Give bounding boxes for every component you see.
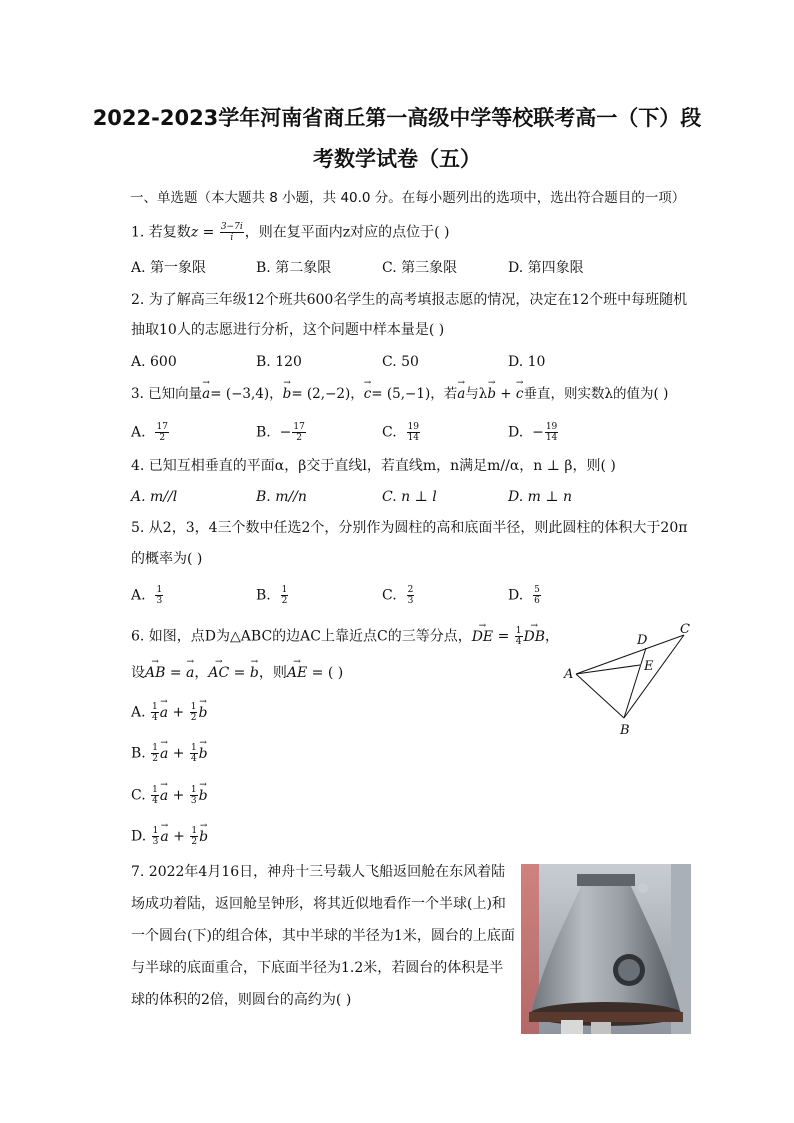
q6-c-label: C. [131,787,146,804]
segment-ae [576,665,640,674]
q6-eq: = [493,628,514,645]
q3-b-den: 2 [296,433,302,443]
q6-a-d1: 4 [152,713,158,723]
q2-option-b[interactable]: B. 120 [256,354,302,370]
q1-frac-den: i [230,233,234,243]
section-header: 一、单选题（本大题共 8 小题，共 40.0 分。在每小题列出的选项中，选出符合题目的一项） [130,190,686,206]
q6-eq-b: = [229,665,250,681]
q6-d-frac1 [152,826,160,847]
q6-b-n1: 1 [152,743,158,753]
segment-ac [576,635,684,674]
q6-vec-a: → a [186,663,194,683]
q2-option-c[interactable]: C. 50 [382,354,419,370]
label-a: A [564,667,574,682]
q3-plus: + [496,386,516,402]
q6-vec-b: → b [250,663,259,683]
q4-option-a[interactable]: A. m//l [131,489,178,505]
q3-option-c[interactable] [382,422,421,443]
q5-d-den: 6 [534,596,540,606]
exam-title-line1: 2022-2023学年河南省商丘第一高级中学等校联考高一（下）段 [92,106,702,130]
q5-c-den: 3 [407,596,414,606]
q6-vec-ac: → AC [208,663,229,683]
q6-b-plus: + [168,745,189,762]
q5-c-frac [407,585,415,606]
question-4: 4. 已知互相垂直的平面α，β交于直线l，若直线m，n满足m//α，n ⊥ β，则( ) [131,458,616,474]
q6-a-label: A. [131,704,146,721]
q6-d-plus: + [168,828,190,845]
q3-d-frac [545,422,558,443]
q5-a-num: 1 [156,585,163,595]
q3-mid: 与λ [465,386,488,402]
q1-z: z = [190,224,215,241]
label-d: D [637,633,648,648]
question-5-line1: 5. 从2，3，4三个数中任选2个，分别作为圆柱的高和底面半径，则此圆柱的体积大于20π [131,520,688,536]
question-6-line2 [131,663,343,683]
question-2-line2: 抽取10人的志愿进行分析，这个问题中样本量是( ) [131,322,445,338]
q3-d-num: 19 [545,422,558,432]
q3-a-den: 2 [159,433,166,443]
question-2-line1: 2. 为了解高三年级12个班共600名学生的高考填报志愿的情况，决定在12个班中每班随机 [131,292,688,308]
q6-frac-num: 1 [515,626,522,636]
q6-b-n2: 1 [190,743,197,753]
q4-option-c[interactable]: C. n ⊥ l [382,489,437,505]
question-7-line3: 一个圆台(下)的组合体，其中半球的半径为1米，圆台的上底面 [131,928,515,944]
q3-c-num: 19 [407,422,420,432]
q6-c-plus: + [168,787,189,804]
q3-b-frac [292,422,305,443]
q3-vec-b: → b [283,384,292,404]
q6-option-b[interactable] [131,743,208,764]
q6-d-label: D. [131,828,147,845]
q6-a-vec-b: → b [198,703,207,723]
q3-b-label: B. [256,424,271,441]
q6-a-frac2 [190,702,198,723]
q1-fraction [220,222,244,243]
q3-option-a[interactable] [131,422,170,443]
q2-option-a[interactable]: A. 600 [131,354,177,370]
q3-vec-c-2: → c [516,384,524,404]
q6-d-n1: 1 [152,826,159,836]
q6-comma: ， [194,665,209,681]
q6-line2-pre: 设 [131,665,145,681]
q6-a-n2: 1 [190,702,197,712]
q3-option-b[interactable] [256,422,307,443]
q5-d-label: D. [508,587,524,604]
segment-ab [576,674,624,718]
q6-a-vec-a: → a [160,703,168,723]
q6-c-frac1 [151,785,159,806]
q6-c-vec-b: → b [199,786,208,806]
q6-d-n2: 1 [191,826,198,836]
q6-a-frac1 [151,702,159,723]
q5-b-label: B. [256,587,271,604]
q5-a-label: A. [131,587,146,604]
q6-b-label: B. [131,745,146,762]
q1-option-d[interactable]: D. 第四象限 [508,260,584,276]
q3-vec-b-2: → b [487,384,496,404]
question-3 [131,384,668,404]
q5-b-num: 1 [281,585,288,595]
q3-b-sign: − [279,424,292,441]
q3-a-label: A. [131,424,146,441]
q4-option-b[interactable]: B. m//n [256,489,307,505]
q3-c-label: C. [382,424,397,441]
q6-c-n1: 1 [152,785,158,795]
label-e: E [644,659,654,674]
q6-d-frac2 [190,826,198,847]
segment-bd [624,648,646,718]
q3-pre: 3. 已知向量 [131,386,203,402]
q3-d-sign: − [532,424,544,441]
q3-a-value: = (−3,4)， [210,386,283,402]
question-7-line5: 球的体积的2倍，则圆台的高约为( ) [131,992,352,1008]
q4-option-d[interactable]: D. m ⊥ n [508,489,572,505]
q6-d-vec-a: → a [160,827,168,847]
q6-eq-a: = [165,665,187,681]
q6-b-frac1 [151,743,159,764]
q1-post: ，则在复平面内z对应的点位于( ) [244,224,450,241]
q6-b-vec-a: → a [160,744,168,764]
question-5-line2: 的概率为( ) [131,551,203,567]
q5-b-frac [281,585,289,606]
q3-d-den: 14 [545,433,558,443]
q6-a-n1: 1 [152,702,158,712]
q6-option-c[interactable] [131,785,208,806]
q5-c-num: 2 [407,585,414,595]
q5-d-num: 5 [534,585,540,595]
q6-line2-post: = ( ) [307,665,344,681]
segment-bc [624,635,684,718]
q6-vec-ab: → AB [145,663,165,683]
q6-vec-de: → DE [472,627,493,647]
q6-b-vec-b: → b [199,744,208,764]
q1-option-a[interactable]: A. 第一象限 [131,260,207,276]
q6-vec-ae: → AE [287,663,307,683]
q3-d-label: D. [508,424,524,441]
q3-post: 垂直，则实数λ的值为( ) [523,386,669,402]
q6-a-plus: + [168,704,189,721]
q2-option-d[interactable]: D. 10 [508,354,546,370]
q3-c-den: 14 [407,433,420,443]
q1-option-c[interactable]: C. 第三象限 [382,260,458,276]
q3-a-frac [155,422,168,443]
q3-vec-a: → a [202,384,210,404]
q6-c-d1: 4 [152,796,158,806]
q6-option-d[interactable] [131,826,208,847]
q6-line1-pre: 6. 如图，点D为△ABC的边AC上靠近点C的三等分点， [131,628,472,645]
q6-b-frac2 [190,743,198,764]
q6-c-d2: 3 [190,796,197,806]
label-c: C [680,622,690,637]
q5-option-d[interactable] [508,585,542,606]
q6-option-a[interactable] [131,702,207,723]
q5-b-den: 2 [281,596,288,606]
q3-a-num: 17 [156,422,168,432]
q6-frac [515,626,523,647]
question-7-line1: 7. 2022年4月16日，神舟十三号载人飞船返回舱在东风着陆 [131,864,506,880]
q3-vec-a-2: → a [457,384,465,404]
question-6-line1 [131,626,559,647]
q3-c-frac [407,422,420,443]
q3-b-num: 17 [293,422,305,432]
q1-option-b[interactable]: B. 第二象限 [256,260,332,276]
question-7-line2: 场成功着陆，返回舱呈钟形，将其近似地看作一个半球(上)和 [131,896,506,912]
q5-a-frac [155,585,163,606]
return-capsule-photo [521,864,691,1034]
q6-b-d2: 4 [190,754,197,764]
q3-c-value: = (5,−1)，若 [371,386,458,402]
q3-option-d[interactable] [508,422,559,443]
q6-vec-db: → DB [524,627,546,647]
q6-a-d2: 2 [190,713,197,723]
q1-frac-num: 3−7i [220,222,243,232]
q6-d-d1: 3 [152,837,159,847]
q5-d-frac [533,585,541,606]
q6-b-d1: 2 [152,754,158,764]
q5-option-c[interactable] [382,585,415,606]
question-7-line4: 与半球的底面重合，下底面半径为1.2米，若圆台的体积是半 [131,960,504,976]
q6-frac-den: 4 [515,637,522,647]
q6-c-vec-a: → a [160,786,168,806]
q3-vec-c: → c [364,384,372,404]
label-b: B [620,723,630,738]
exam-title-line2: 考数学试卷（五） [313,147,481,171]
q6-line2-mid: ，则 [258,665,287,681]
q6-c-n2: 1 [190,785,197,795]
q3-b-value: = (2,−2)， [291,386,364,402]
q5-option-a[interactable] [131,585,164,606]
q5-a-den: 3 [156,596,163,606]
q6-c-frac2 [190,785,198,806]
q6-d-vec-b: → b [199,827,208,847]
q5-c-label: C. [382,587,397,604]
q1-pre: 1. 若复数 [131,224,191,241]
q6-line1-post: ， [545,628,560,645]
q6-d-d2: 2 [191,837,198,847]
question-1 [131,222,449,243]
triangle-figure [562,620,702,740]
q5-option-b[interactable] [256,585,289,606]
